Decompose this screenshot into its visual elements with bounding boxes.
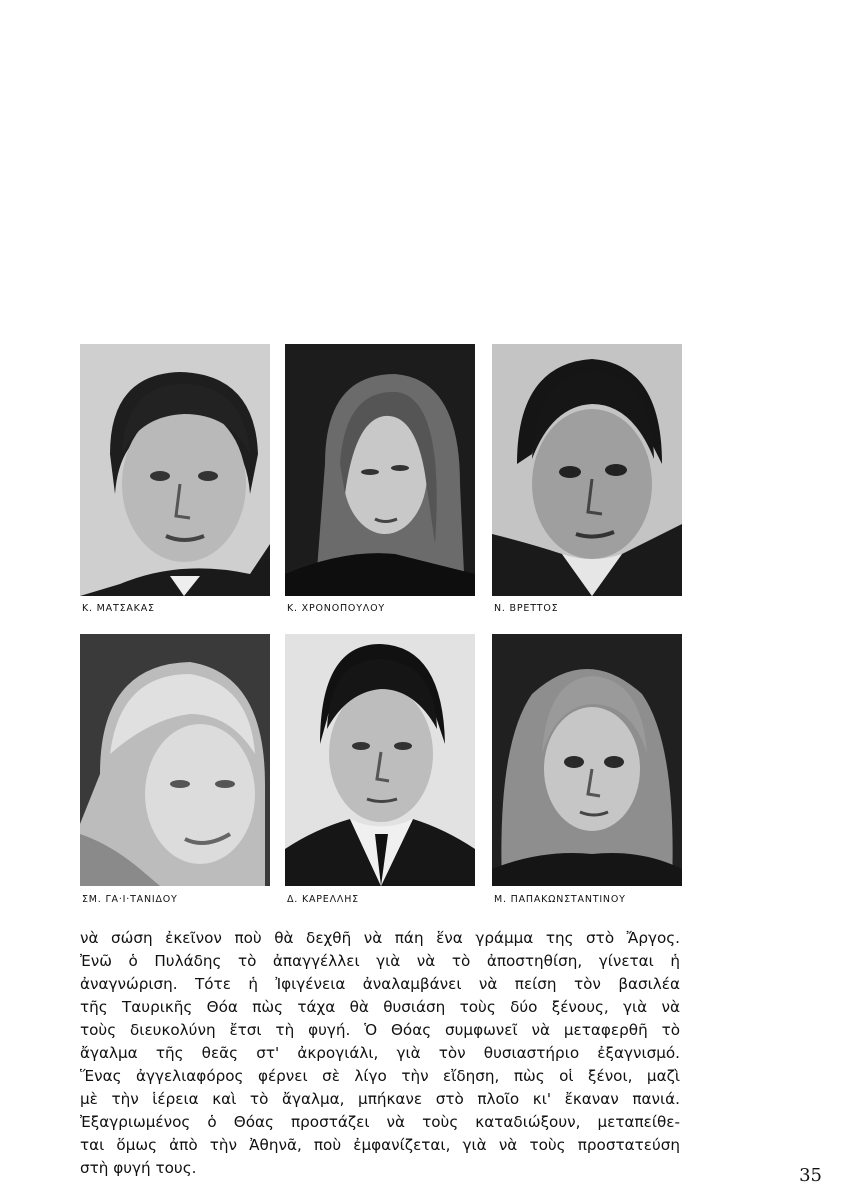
photo-caption: Κ. ΧΡΟΝΟΠΟΥΛΟΥ <box>287 603 385 614</box>
text-line: Ἐνῶ ὁ Πυλάδης τὸ ἀπαγγέλλει γιὰ νὰ τὸ ἀποστηθίση, γίνεται ἡ <box>80 952 680 970</box>
text-line: στὴ φυγή τους. <box>80 1159 197 1177</box>
photo-caption: Κ. ΜΑΤΣΑΚΑΣ <box>82 603 155 614</box>
text-line: τοὺς διευκολύνη ἔτσι τὴ φυγή. Ὁ Θόας συμφωνεῖ νὰ μεταφερθῆ τὸ <box>80 1021 680 1039</box>
portrait-photo-gaitanidou <box>80 634 270 886</box>
text-line: τῆς Ταυρικῆς Θόα πὼς τάχα θὰ θυσιάση τοὺς δύο ξένους, γιὰ νὰ <box>80 998 680 1016</box>
text-line: μὲ τὴν ἱέρεια καὶ τὸ ἄγαλμα, μπήκανε στὸ πλοῖο κι' ἔκαναν πανιά. <box>80 1090 680 1108</box>
portrait-photo-papakonstantinou <box>492 634 682 886</box>
portrait-photo-karellis <box>285 634 475 886</box>
photo-caption: Δ. ΚΑΡΕΛΛΗΣ <box>287 894 359 905</box>
photo-caption: Ν. ΒΡΕΤΤΟΣ <box>494 603 559 614</box>
portrait-photo-vrettos <box>492 344 682 596</box>
text-line: ται ὅμως ἀπὸ τὴν Ἀθηνᾶ, ποὺ ἐμφανίζεται, γιὰ νὰ τοὺς προστατεύση <box>80 1136 680 1154</box>
portrait-photo-matsakas <box>80 344 270 596</box>
text-line: νὰ σώση ἐκεῖνον ποὺ θὰ δεχθῆ νὰ πάη ἕνα γράμμα της στὸ Ἄργος. <box>80 929 680 947</box>
portrait-photo-chronopoulou <box>285 344 475 596</box>
text-line: ἄγαλμα τῆς θεᾶς στ' ἀκρογιάλι, γιὰ τὸν θυσιαστήριο ἐξαγνισμό. <box>80 1044 680 1062</box>
photo-caption: ΣΜ. ΓΑ·Ι·ΤΑΝΙΔΟΥ <box>82 894 178 905</box>
text-line: ἀναγνώριση. Τότε ἡ Ἰφιγένεια ἀναλαμβάνει νὰ πείση τὸν βασιλέα <box>80 975 680 993</box>
text-line: Ἐξαγριωμένος ὁ Θόας προστάζει νὰ τοὺς καταδιώξουν, μεταπείθε- <box>80 1113 680 1131</box>
photo-caption: Μ. ΠΑΠΑΚΩΝΣΤΑΝΤΙΝΟΥ <box>494 894 626 905</box>
page-number: 35 <box>799 1165 822 1186</box>
text-line: Ἕνας ἀγγελιαφόρος φέρνει σὲ λίγο τὴν εἴδηση, πὼς οἱ ξένοι, μαζὶ <box>80 1067 680 1085</box>
body-paragraph <box>80 927 680 1180</box>
